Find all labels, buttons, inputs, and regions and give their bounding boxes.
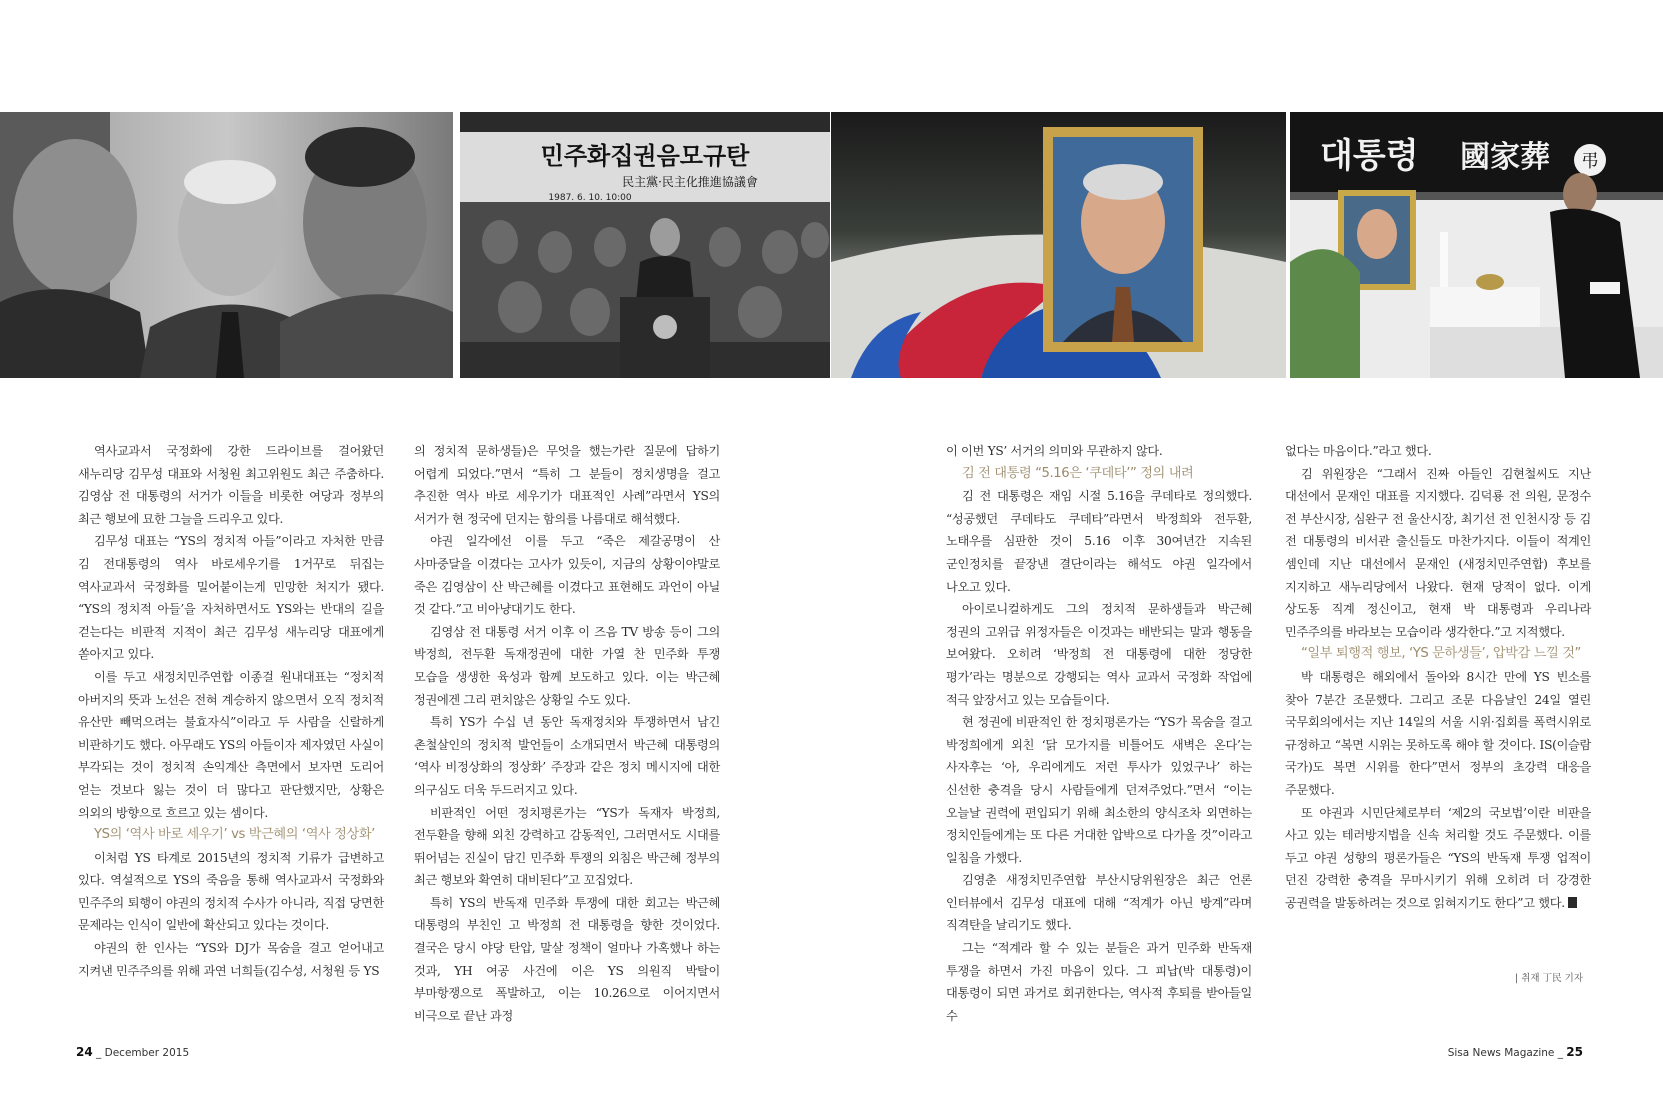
section-subhead: “일부 퇴행적 행보, ‘YS 문하생들’, 압박감 느낄 것”: [1301, 646, 1581, 662]
reporter-credit: | 취재 丁民 기자: [1515, 973, 1583, 984]
paragraph: 특히 YS의 반독재 민주화 투쟁에 대한 회고는 박근혜 대통령의 부친인 고 박정희 전 대통령을 향한 것이었다. 결국은 당시 야당 탄압, 말살 정책이 얼마나 가혹했나 하는 것과, YH 여공 사건에 이은 YS 의원직 박탈이 부마항쟁으로 폭발하고, 이는 10.26으로 이어지면서 비극으로 끝난 과정: [414, 895, 720, 1023]
page-number-left: 24: [76, 1045, 93, 1059]
paragraph: 비판적인 어떤 정치평론가는 “YS가 독재자 박정희, 전두환을 향해 외친 강력하고 감동적인, 그러면서도 시대를 뛰어넘는 진실이 담긴 민주화 투쟁의 외침은 박근혜 정부의 최근 행보와 확연히 대비된다”고 꼬집었다.: [414, 805, 720, 888]
paragraph: 없다는 마음이다.”라고 했다.: [1285, 444, 1432, 458]
paragraph: 박 대통령은 해외에서 돌아와 8시간 만에 YS 빈소를 찾아 7분간 조문했다. 그리고 조문 다음날인 24일 열린 국무회의에서는 지난 14일의 서울 시위·집회를 폭력시위로 규정하고 “복면 시위는 못하도록 해야 할 것이다. IS(이슬람 국가)도 복면 시위를 한다”면서 정부의 초강력 대응을 주문했다.: [1285, 669, 1591, 797]
paragraph: 김 위원장은 “그래서 진짜 아들인 김현철씨도 지난 대선에서 문재인 대표를 지지했다. 김덕룡 전 의원, 문정수 전 부산시장, 심완구 전 울산시장, 최기선 전 인천시장 등 김 전 대통령의 비서관 출신들도 마찬가지다. 이들이 적계인 셈인데 지난 대선에서 문재인 (새정치민주연합) 후보를 지지하고 새누리당에서 나왔다. 현재 당적이 없다. 이게 상도동 직계 정신이고, 현재 박 대통령과 우리나라 민주주의를 바라보는 모습이라 생각한다.”고 지적했다.: [1285, 466, 1591, 639]
folio-label-right: Sisa News Magazine _: [1447, 1047, 1563, 1059]
photo-strip: [0, 112, 1663, 378]
section-subhead: YS의 ‘역사 바로 세우기’ vs 박근혜의 ‘역사 정상화’: [94, 827, 375, 843]
text-column-4: [1285, 440, 1591, 914]
paragraph: 김 전 대통령은 재임 시절 5.16을 쿠데타로 정의했다. “성공했던 쿠데타도 쿠데타”라면서 박정희와 전두환, 노태우를 심판한 것이 5.16 이후 30여년간 지속된 군인정치를 끝장낸 결단이라는 해석도 야권 일각에서 나오고 있다.: [946, 489, 1252, 594]
photo-1987-rally: [460, 112, 830, 378]
paragraph-text: 또 야권과 시민단체로부터 ‘제2의 국보법’이란 비판을 사고 있는 테러방지법을 신속 처리할 것도 주문했다. 이를 두고 야권 성향의 평론가들은 “YS의 반독재 투쟁 업적이 던진 강력한 충격을 무마시키기 위해 오히려 더 강경한 공권력을 발동하려는 것으로 읽혀지기도 한다”고 했다.: [1285, 805, 1591, 910]
folio-label-left: _ December 2015: [96, 1047, 190, 1059]
paragraph: 이 이번 YS’ 서거의 의미와 무관하지 않다.: [946, 444, 1163, 458]
altar-banner-korean: 대통령: [1320, 136, 1419, 176]
paragraph-final: [1285, 802, 1591, 915]
banner-date: 1987. 6. 10. 10:00: [548, 193, 632, 203]
page-folio-right: [1448, 1045, 1583, 1059]
paragraph: 김영삼 전 대통령 서거 이후 이 즈음 TV 방송 등이 그의 박정희, 전두환 독재정권에 대한 가열 찬 민주화 투쟁 모습을 생생한 육성과 함께 보도하고 있다. 이는 박근혜 정권에겐 그리 편치않은 상황일 수도 있다.: [414, 624, 720, 707]
paragraph: 김영춘 새정치민주연합 부산시당위원장은 최근 언론 인터뷰에서 김무성 대표에 대해 “적계가 아닌 방계”라며 직격탄을 날리기도 했다.: [946, 873, 1252, 933]
page-number-right: 25: [1566, 1045, 1583, 1059]
paragraph: 야권 일각에선 이를 두고 “죽은 제갈공명이 산 사마중달을 이겼다는 고사가 있듯이, 지금의 상황이야말로 죽은 김영삼이 산 박근혜를 이겼다고 표현해도 과언이 아닐 것 같다.”고 비아냥대기도 한다.: [414, 534, 720, 617]
section-subhead: 김 전 대통령 “5.16은 ‘쿠데타’” 정의 내려: [962, 465, 1194, 481]
text-column-2: [414, 440, 720, 1027]
paragraph: 김무성 대표는 “YS의 정치적 아들”이라고 자처한 만큼 김 전대통령의 역사 바로세우기를 1거꾸로 뒤집는 역사교과서 국정화를 밀어붙이는게 민망한 처지가 됐다. “YS의 정치적 아들’을 자처하면서도 YS와는 반대의 길을 걷는다는 비판적 지적이 최근 김무성 새누리당 대표에게 쏟아지고 있다.: [78, 534, 384, 662]
paragraph: 이처럼 YS 타계로 2015년의 정치적 기류가 급변하고 있다. 역설적으로 YS의 죽음을 통해 역사교과서 국정화와 민주주의 퇴행이 야권의 정치적 수사가 아니라, 직접 당면한 문제라는 인식이 일반에 확산되고 있다는 것이다.: [78, 850, 384, 933]
text-column-3: [946, 440, 1252, 1027]
page-folio-left: [76, 1045, 189, 1059]
paragraph: 현 정권에 비판적인 한 정치평론가는 “YS가 목숨을 걸고 박정희에게 외친 ‘닭 모가지를 비틀어도 새벽은 온다’는 사자후는 ‘아, 우리에게도 저런 투사가 있었구나’ 하는 신선한 충격을 당시 사람들에게 던져주었다.”면서 “이는 오늘날 권력에 편입되기 위해 최소한의 양식조차 외면하는 정치인들에게는 또 다른 거대한 압박으로 다가올 것”이라고 일침을 가했다.: [946, 715, 1252, 865]
text-column-1: [78, 440, 384, 982]
paragraph: 그는 “적계라 할 수 있는 분들은 과거 민주화 반독재 투쟁을 하면서 가진 마음이 있다. 그 피납(박 대통령)이 대통령이 되면 과거로 회귀한다는, 역사적 후퇴를 받아들일 수: [946, 941, 1252, 1023]
paragraph: 이를 두고 새정치민주연합 이종걸 원내대표는 “정치적 아버지의 뜻과 노선은 전혀 계승하지 않으면서 오직 정치적 유산만 빼먹으려는 불효자식”이라고 두 사람을 신랄하게 비판하기도 했다. 아무래도 YS의 아들이자 제자였던 사실이 부각되는 것이 정치적 손익계산 측면에서 보자면 도리어 얻는 것보다 잃는 것이 더 많다고 판단했지만, 상황은 의외의 방향으로 흐르고 있는 셈이다.: [78, 669, 384, 820]
paragraph: 의 정치적 문하생들)은 무엇을 했는가란 질문에 답하기 어렵게 되었다.”면서 “특히 그 분들이 정치생명을 걸고 추진한 역사 바로 세우기가 대표적인 사례”라면서 YS의 서거가 현 정국에 던지는 함의를 나름대로 해석했다.: [414, 444, 720, 526]
photo-funeral-portrait: [831, 112, 1286, 378]
paragraph: 아이로니컬하게도 그의 정치적 문하생들과 박근혜 정권의 고위급 위정자들은 이것과는 배반되는 말과 행동을 보여왔다. 오히려 ‘박정희 전 대통령에 대한 정당한 평가’라는 명분으로 강행되는 역사 교과서 국정화 작업에 적극 앞장서고 있는 모습들이다.: [946, 602, 1252, 707]
paragraph: 특히 YS가 수십 년 동안 독재정치와 투쟁하면서 남긴 촌철살인의 정치적 발언들이 소개되면서 박근혜 대통령의 ‘역사 비정상화의 정상화’ 주장과 같은 정치 메시지에 대한 의구심도 더욱 두드러지고 있다.: [414, 715, 720, 797]
altar-banner-mark: 弔: [1581, 151, 1599, 172]
paragraph: 야권의 한 인사는 “YS와 DJ가 목숨을 걸고 얻어내고 지켜낸 민주주의를 위해 과연 너희들(김수성, 서청원 등 YS: [78, 941, 384, 978]
paragraph: 역사교과서 국정화에 강한 드라이브를 걸어왔던 새누리당 김무성 대표와 서청원 최고위원도 최근 주춤하다. 김영삼 전 대통령의 서거가 이들을 비롯한 여당과 정부의 최근 행보에 묘한 그늘을 드리우고 있다.: [78, 444, 384, 526]
banner-text-hanja: 民主黨·民主化推進協議會: [622, 175, 758, 189]
altar-banner-hanja: 國家葬: [1460, 140, 1550, 175]
banner-text-main: 민주화집권음모규탄: [540, 142, 750, 170]
end-mark-icon: [1568, 897, 1577, 908]
photo-three-politicians: [0, 112, 453, 378]
photo-state-funeral-altar: [1290, 112, 1663, 378]
